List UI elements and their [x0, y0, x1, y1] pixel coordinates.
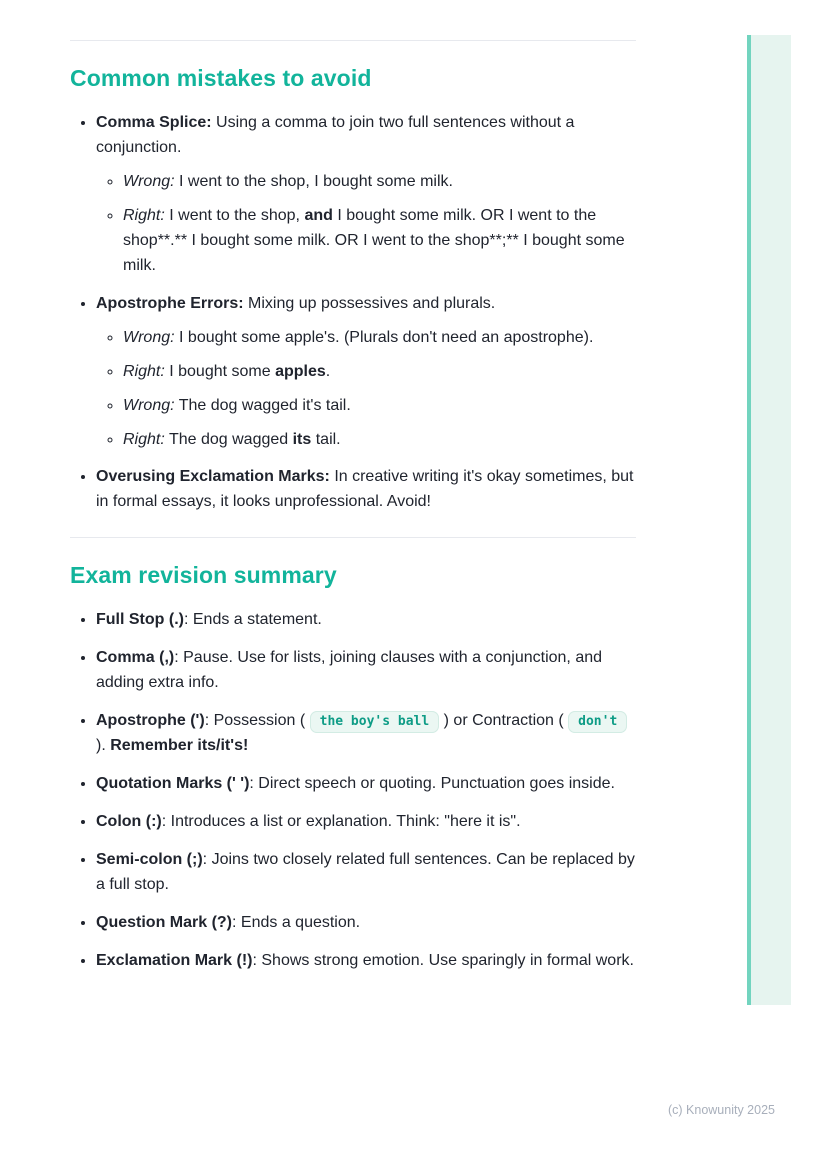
text-segment: Full Stop (.): [96, 611, 184, 629]
section-divider: [70, 537, 636, 538]
section-title-common-mistakes: Common mistakes to avoid: [70, 65, 372, 91]
list-item: [96, 949, 636, 974]
text-segment: Using a comma to join two full sentences without a conjunction.: [96, 114, 575, 156]
text-segment: Apostrophe Errors:: [96, 294, 249, 312]
text-segment: : Introduces a list or explanation. Think: "here it is".: [161, 813, 521, 831]
section-divider: [70, 40, 636, 41]
section-exam-revision: [70, 562, 636, 973]
section-title-exam-revision: Exam revision summary: [70, 562, 337, 589]
sub-list-item: [123, 326, 636, 351]
text-segment: Semi-colon (;): [96, 851, 203, 869]
common-mistakes-list: [70, 111, 636, 515]
text-segment: Comma (,): [96, 649, 175, 667]
text-segment: I bought some apple's. (Plurals don't need an apostrophe).: [174, 328, 594, 346]
list-item: [96, 709, 636, 759]
sub-list-item: [123, 360, 636, 385]
text-segment: Wrong:: [123, 328, 175, 346]
text-segment: .: [325, 362, 331, 380]
text-segment: I went to the shop, I bought some milk.: [174, 172, 453, 190]
text-segment: : Direct speech or quoting. Punctuation goes inside.: [249, 775, 615, 793]
text-segment: : Ends a statement.: [183, 611, 322, 629]
text-segment: Right:: [123, 362, 165, 380]
text-segment: ).: [96, 737, 111, 755]
text-segment: apples: [275, 362, 326, 380]
list-item: [96, 111, 636, 279]
list-item: [96, 608, 636, 633]
text-segment: Apostrophe ('): [96, 712, 205, 730]
text-segment: : Pause. Use for lists, joining clauses with a conjunction, and adding extra info.: [96, 649, 603, 692]
text-segment: Comma Splice:: [96, 114, 217, 131]
list-item: [96, 772, 636, 797]
list-item: [96, 465, 636, 515]
text-segment: In creative writing it's okay sometimes, but in formal essays, it looks unprofessional. Avoid!: [96, 468, 634, 511]
text-segment: Question Mark (?): [96, 913, 233, 931]
text-segment: Overusing Exclamation Marks:: [96, 468, 335, 486]
sub-list: [96, 170, 636, 279]
side-accent-bar: [747, 35, 791, 1005]
text-segment: and: [304, 206, 333, 224]
text-segment: I bought some: [164, 362, 276, 380]
text-segment: The dog wagged it's tail.: [174, 396, 351, 414]
text-segment: : Joins two closely related full sentences. Can be replaced by a full stop.: [96, 851, 635, 894]
text-segment: The dog wagged: [164, 430, 293, 448]
list-item: [96, 292, 636, 453]
document-content: [70, 40, 636, 987]
list-item: [96, 911, 636, 936]
text-segment: Right:: [123, 430, 165, 448]
text-segment: Wrong:: [123, 396, 175, 414]
text-segment: I went to the shop,: [164, 206, 305, 224]
sub-list: [96, 326, 636, 453]
text-segment: Exclamation Mark (!): [96, 951, 253, 969]
list-item: [96, 646, 636, 696]
text-segment: Remember its/it's!: [110, 737, 249, 755]
list-item: [96, 848, 636, 898]
copyright-text: (c) Knowunity 2025: [667, 1103, 775, 1117]
sub-list-item: [123, 204, 636, 279]
text-segment: ) or Contraction (: [439, 712, 569, 730]
text-segment: : Shows strong emotion. Use sparingly in formal work.: [252, 951, 634, 969]
text-segment: : Ends a question.: [232, 913, 361, 931]
text-segment: Wrong:: [123, 172, 175, 190]
text-segment: Right:: [123, 206, 165, 224]
text-segment: Quotation Marks (' '): [96, 775, 250, 793]
inline-code: the boy's ball: [310, 711, 440, 733]
text-segment: I bought some milk. OR I went to the shop**.** I bought some milk. OR I went to the shop**;** I bought some milk.: [123, 206, 625, 274]
sub-list-item: [123, 170, 636, 195]
inline-code: don't: [568, 711, 627, 733]
text-segment: Mixing up possessives and plurals.: [248, 294, 496, 312]
sub-list-item: [123, 428, 636, 453]
sub-list-item: [123, 394, 636, 419]
text-segment: Colon (:): [96, 813, 162, 831]
section-common-mistakes: [70, 65, 636, 515]
exam-revision-list: [70, 608, 636, 973]
list-item: [96, 810, 636, 835]
text-segment: tail.: [311, 430, 341, 448]
text-segment: its: [292, 430, 312, 448]
text-segment: : Possession (: [204, 712, 310, 730]
